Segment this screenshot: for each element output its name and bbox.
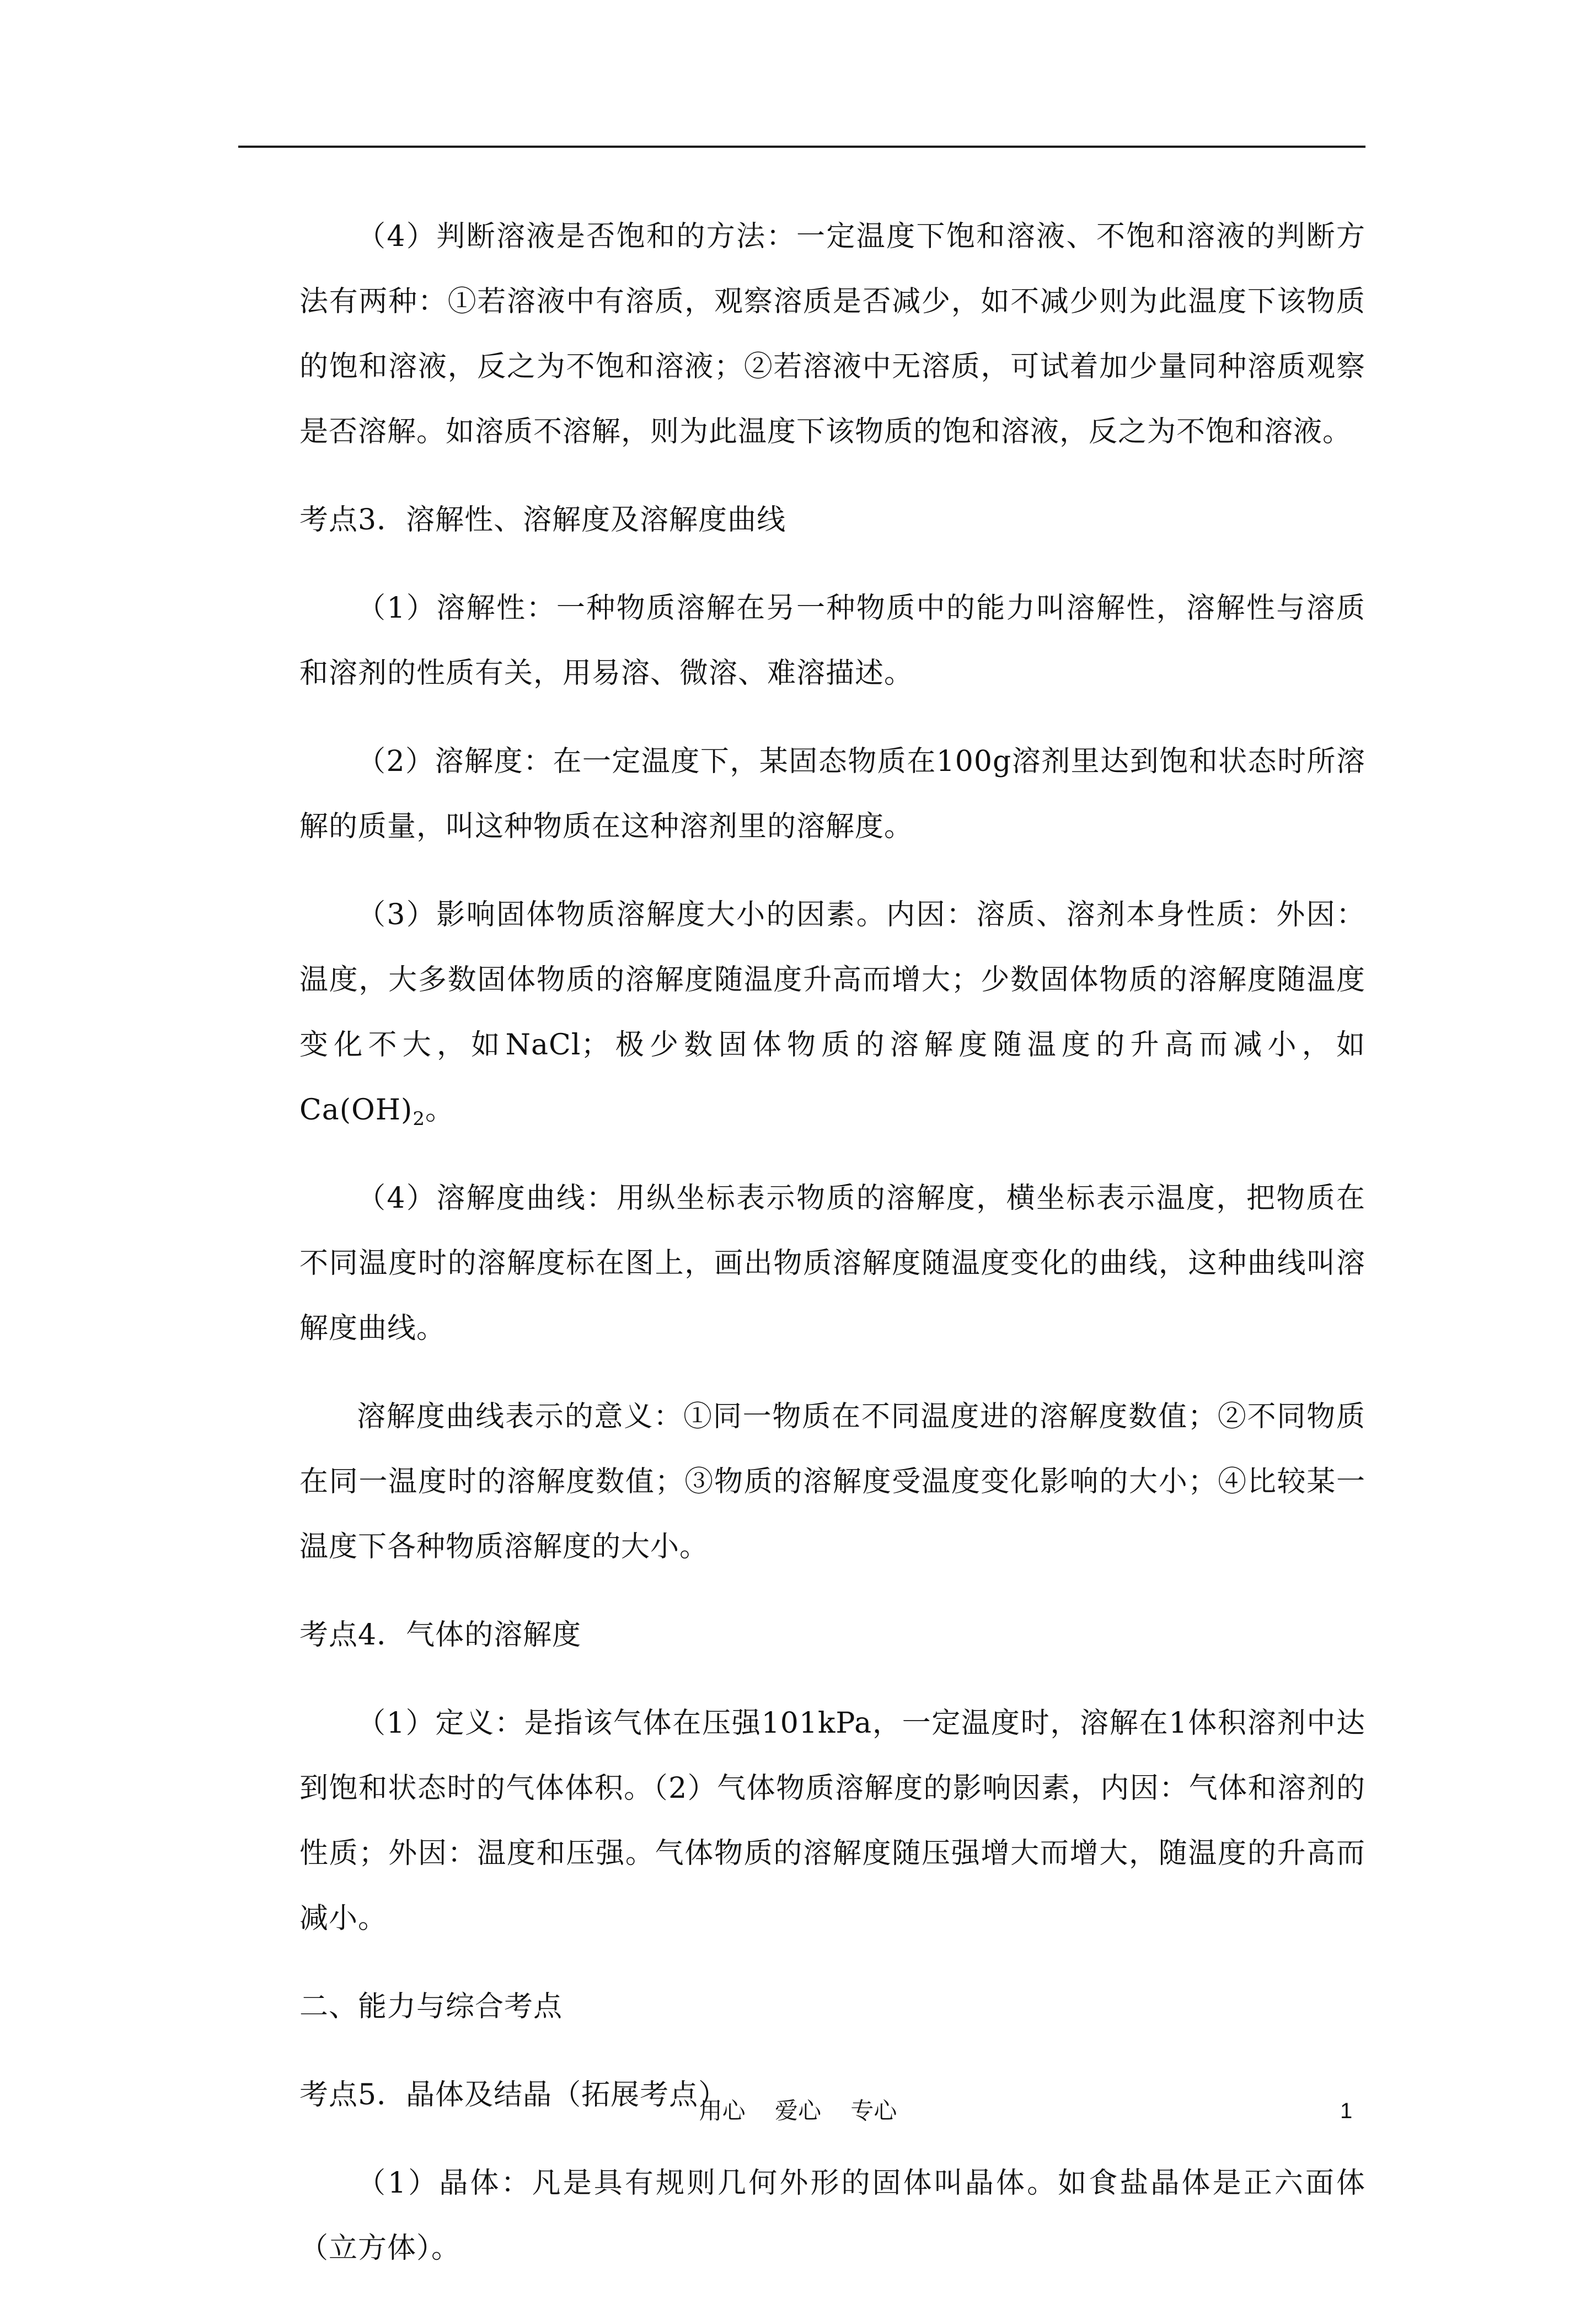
footer-motto: 用心 爱心 专心 [699,2097,897,2124]
heading-section-2: 二、能力与综合考点 [299,1990,563,2023]
heading-kaodian-3: 考点3．溶解性、溶解度及溶解度曲线 [299,503,786,537]
header-rule [238,146,1365,148]
paragraph-curve-meaning: 溶解度曲线表示的意义：①同一物质在不同温度进的溶解度数值；②不同物质在同一温度时的溶解度数值；③物质的溶解度受温度变化影响的大小；④比较某一温度下各种物质溶解度的大小。 [299,1400,1365,1563]
paragraph-gas-solubility: （1）定义：是指该气体在压强101kPa，一定温度时，溶解在1体积溶剂中达到饱和状态时的气体体积。（2）气体物质溶解度的影响因素，内因：气体和溶剂的性质；外因：温度和压强。气体物质的溶解度随压强增大而增大，随温度的升高而减小。 [299,1707,1365,1935]
paragraph-solubility-degree: （2）溶解度：在一定温度下，某固态物质在100g溶剂里达到饱和状态时所溶解的质量，叫这种物质在这种溶剂里的溶解度。 [299,745,1365,843]
subscript-2: 2 [413,1108,425,1130]
heading-kaodian-5: 考点5．晶体及结晶（拓展考点） [299,2078,728,2112]
paragraph-solubility-factors [299,882,1365,1143]
page-number: 1 [1340,2099,1353,2123]
heading-kaodian-4: 考点4．气体的溶解度 [299,1619,582,1652]
paragraph-solubility-factors-tail: 。 [425,1094,454,1127]
paragraph-judge-saturation: （4）判断溶液是否饱和的方法：一定温度下饱和溶液、不饱和溶液的判断方法有两种：①若溶液中有溶质，观察溶质是否减少，如不减少则为此温度下该物质的饱和溶液，反之为不饱和溶液；②若溶液中无溶质，可试着加少量同种溶质观察是否溶解。如溶质不溶解，则为此温度下该物质的饱和溶液，反之为不饱和溶液。 [299,220,1365,448]
paragraph-solubility-factors-text: （3）影响固体物质溶解度大小的因素。内因：溶质、溶剂本身性质：外因：温度，大多数固体物质的溶解度随温度升高而增大；少数固体物质的溶解度随温度变化不大，如NaCl；极少数固体物质的溶解度随温度的升高而减小，如Ca(OH) [299,898,1365,1127]
document-body [299,204,1365,2304]
paragraph-solubility-curve: （4）溶解度曲线：用纵坐标表示物质的溶解度，横坐标表示温度，把物质在不同温度时的溶解度标在图上，画出物质溶解度随温度变化的曲线，这种曲线叫溶解度曲线。 [299,1182,1365,1345]
paragraph-solubility-definition: （1）溶解性：一种物质溶解在另一种物质中的能力叫溶解性，溶解性与溶质和溶剂的性质有关，用易溶、微溶、难溶描述。 [299,592,1365,690]
paragraph-crystal: （1）晶体：凡是具有规则几何外形的固体叫晶体。如食盐晶体是正六面体（立方体）。 [299,2167,1365,2265]
